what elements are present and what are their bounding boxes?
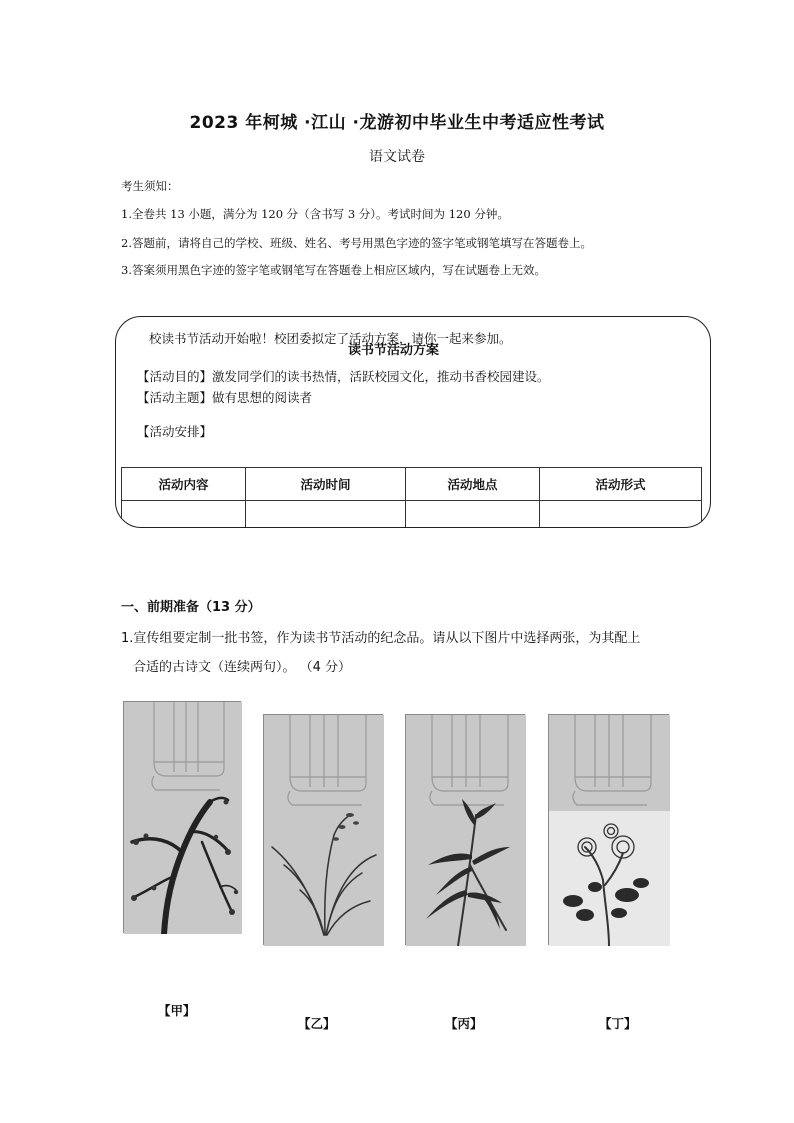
chrysanthemum-image	[549, 715, 670, 946]
exam-title: 2023 年柯城 ·江山 ·龙游初中毕业生中考适应性考试	[189, 113, 605, 133]
painting-bamboo	[405, 714, 525, 945]
table-header-cell: 活动地点	[406, 468, 540, 501]
activity-table	[121, 467, 702, 528]
table-header-row	[122, 468, 702, 501]
activity-schedule-label: 【活动安排】	[137, 424, 213, 439]
activity-intro: 校读书节活动开始啦！校团委拟定了活动方案，请你一起来参加。	[149, 331, 512, 346]
notice-heading: 考生须知：	[121, 179, 179, 193]
painting-label-ding: 【丁】	[599, 1016, 637, 1031]
orchid-image	[264, 715, 384, 946]
table-header-cell: 活动时间	[246, 468, 406, 501]
notice-item-2: 2.答题前，请将自己的学校、班级、姓名、考号用黑色字迹的签字笔或钢笔填写在答题卷上。	[121, 236, 592, 250]
painting-label-bing: 【丙】	[445, 1016, 483, 1031]
question-1-line-1: 1.宣传组要定制一批书签，作为读书节活动的纪念品。请从以下图片中选择两张，为其配上	[121, 631, 641, 646]
bamboo-image	[406, 715, 526, 946]
activity-theme: 【活动主题】做有思想的阅读者	[137, 390, 313, 405]
painting-label-yi: 【乙】	[298, 1016, 336, 1031]
painting-label-jia: 【甲】	[158, 1003, 196, 1018]
table-header-cell: 活动内容	[122, 468, 246, 501]
table-row	[122, 501, 702, 529]
activity-box	[115, 316, 711, 528]
notice-item-3: 3.答案须用黑色字迹的签字笔或钢笔写在答题卷上相应区域内，写在试题卷上无效。	[121, 263, 546, 277]
painting-orchid	[263, 714, 383, 945]
painting-chrysanthemum	[548, 714, 669, 945]
activity-purpose: 【活动目的】激发同学们的读书热情，活跃校园文化，推动书香校园建设。	[137, 369, 550, 384]
question-1-line-2: 合适的古诗文（连续两句）。 （4 分）	[133, 660, 352, 675]
plum-blossom-image	[124, 702, 242, 934]
exam-subtitle: 语文试卷	[369, 149, 425, 165]
table-header-cell: 活动形式	[540, 468, 702, 501]
notice-item-1: 1.全卷共 13 小题，满分为 120 分（含书写 3 分）。考试时间为 120 分钟。	[121, 207, 509, 221]
painting-plum-blossom	[123, 701, 241, 933]
plan-title: 读书节活动方案	[348, 343, 440, 358]
section-heading: 一、前期准备（13 分）	[121, 600, 261, 615]
